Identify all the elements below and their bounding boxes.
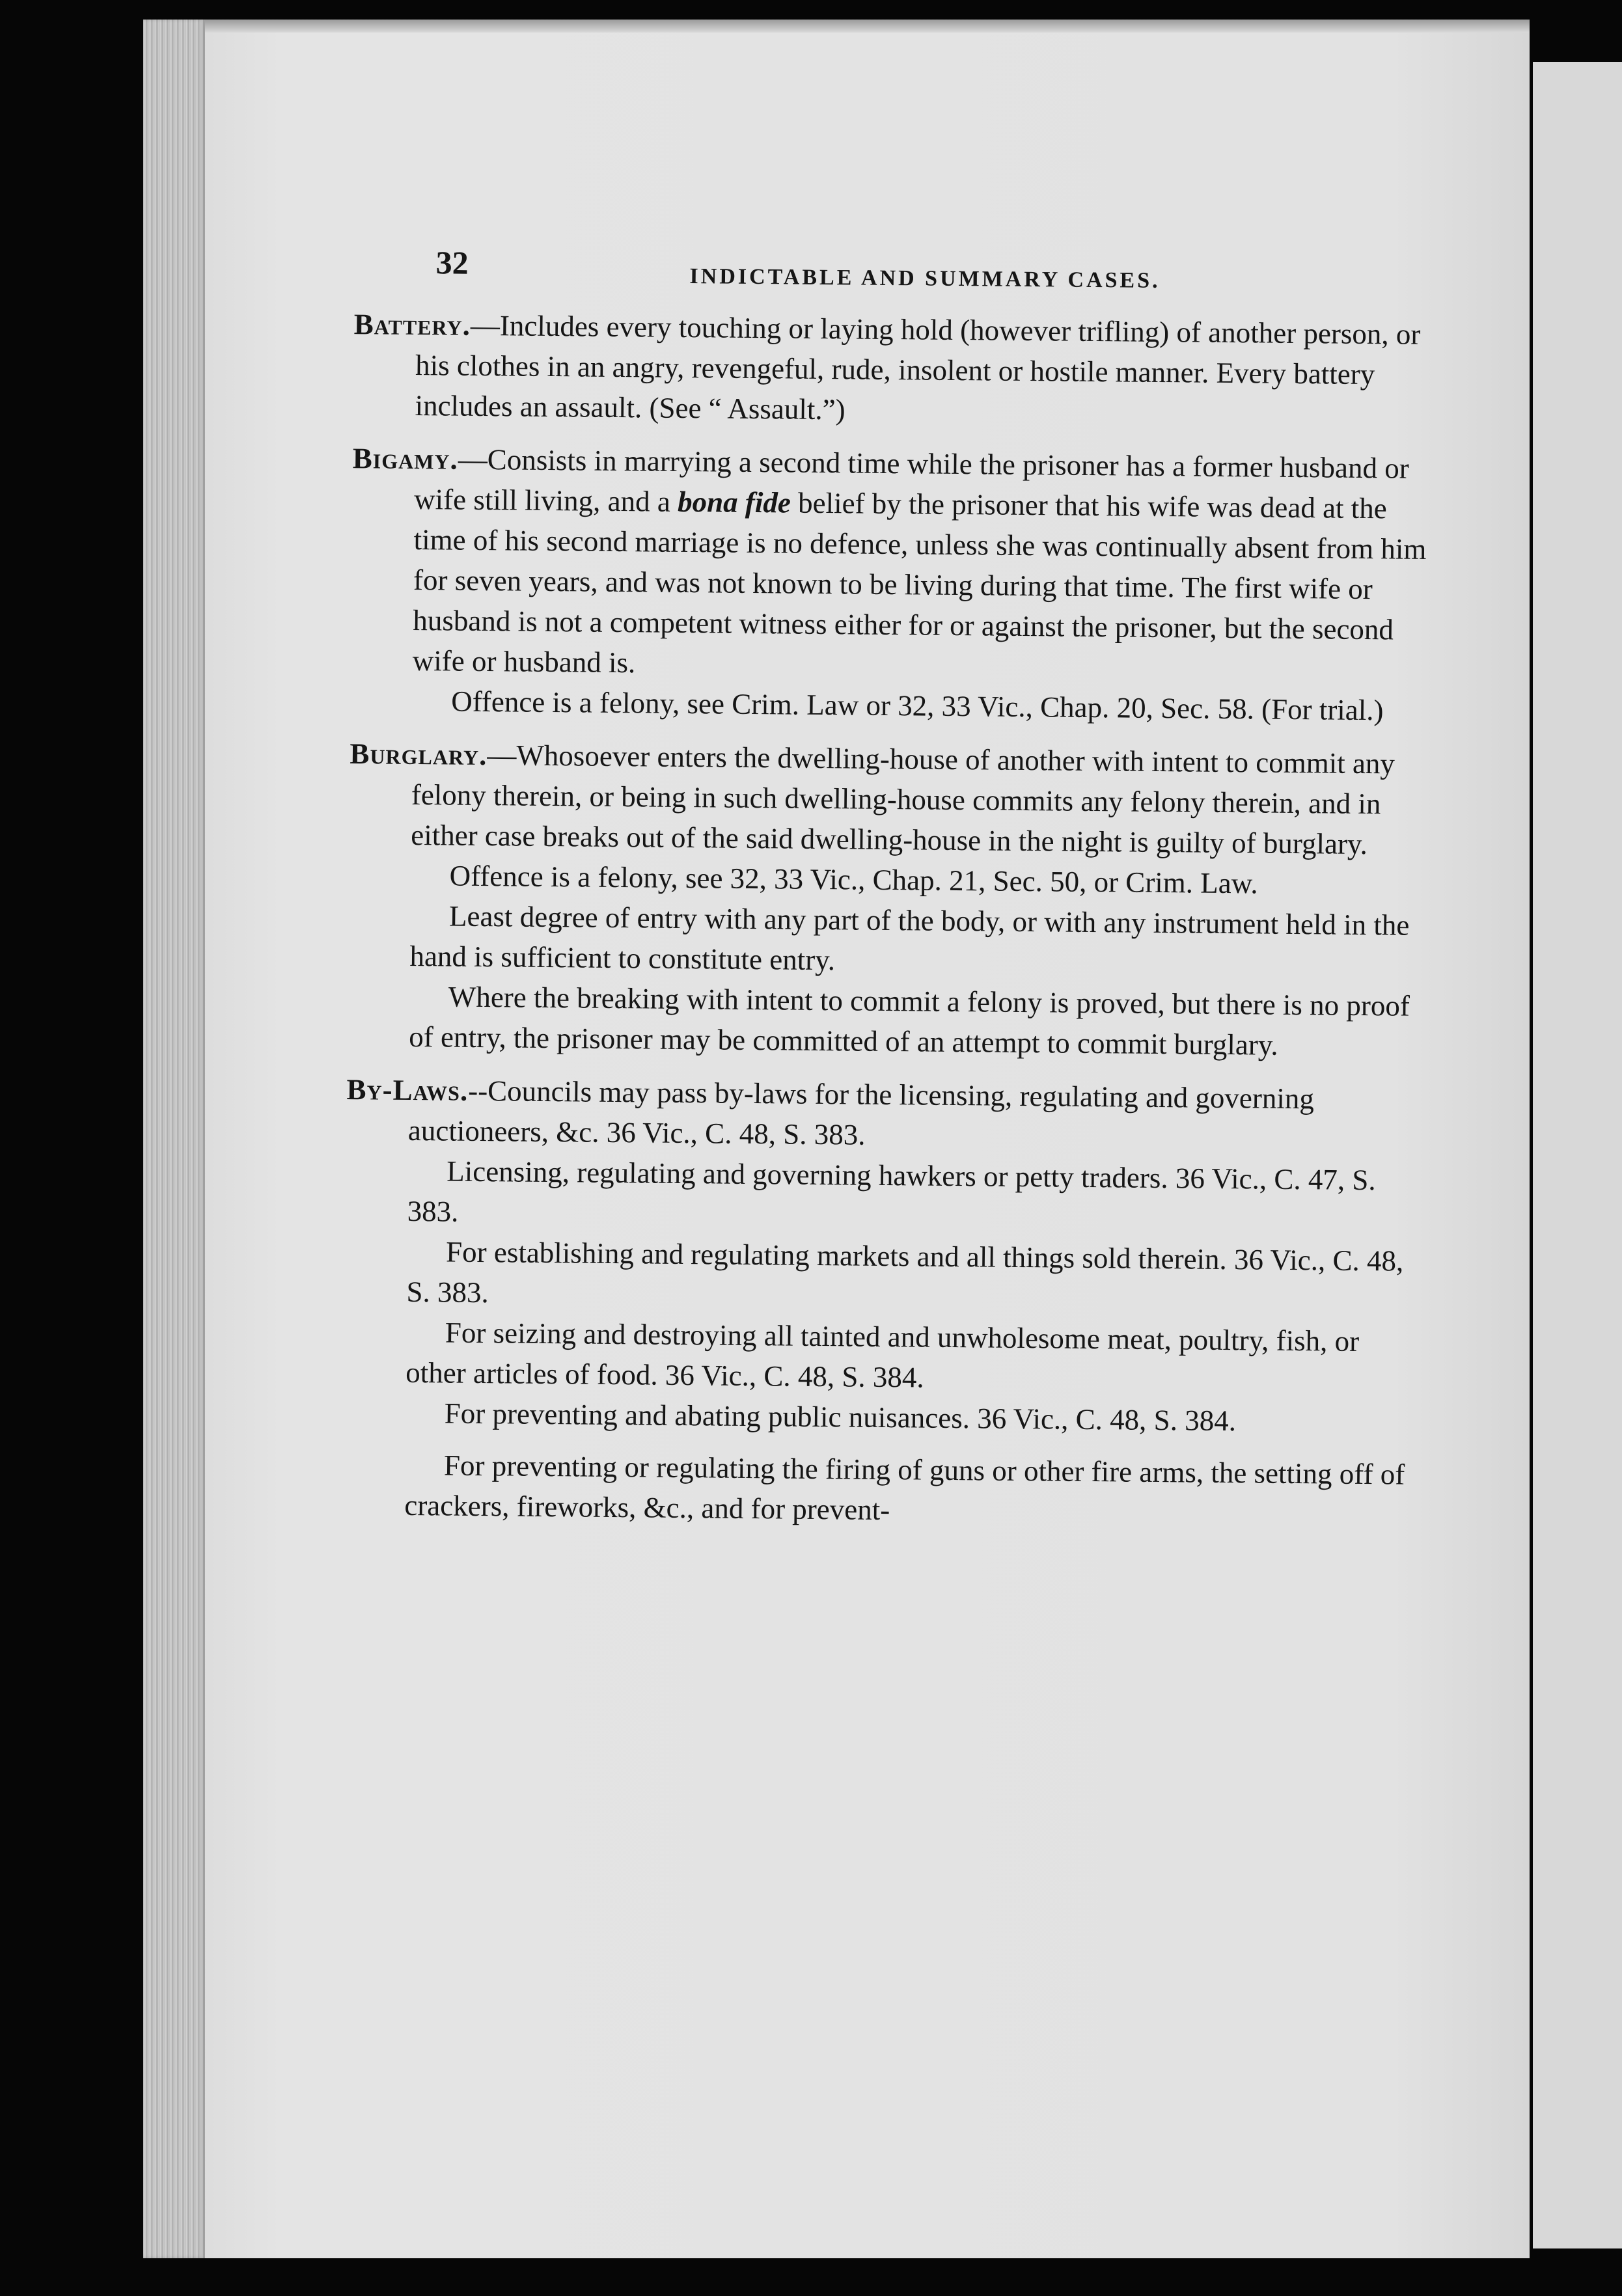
entry-by-laws (346, 1070, 1424, 1535)
running-title: INDICTABLE AND SUMMARY CASES. (689, 264, 1161, 293)
entry-term: By-Laws. (346, 1073, 469, 1107)
entry-bigamy (352, 439, 1430, 731)
page-stack-edges (143, 20, 205, 2258)
page-content (346, 242, 1432, 1548)
entry-paragraph: For seizing and destroying all tainted and unwholesome meat, poultry, fish, or other articles of food. 36 Vic., C. 48, S. 384. (406, 1316, 1360, 1394)
entry-paragraph: For preventing and abating public nuisances. 36 Vic., C. 48, S. 384. (444, 1397, 1237, 1438)
entry-paragraph (349, 733, 1427, 865)
entry-text: —Includes every touching or laying hold (however trifling) of another person, or his clothes in an angry, revengeful, rude, insolent or hostile manner. Every battery includes an assault. (See “ Assault.”) (415, 308, 1421, 426)
entry-paragraph (353, 304, 1431, 435)
page-number: 32 (435, 244, 469, 281)
entry-text: —Whosoever enters the dwelling-house of another with intent to commit any felony therein, or being in such dwelling-house commits any felony therein, and in either case breaks out of the said dwelling-house in the night is guilty of burglary. (411, 739, 1395, 861)
entry-paragraph: Offence is a felony, see Crim. Law or 32, 33 Vic., Chap. 20, Sec. 58. (For trial.) (450, 685, 1384, 727)
entry-battery (353, 305, 1431, 435)
running-head (416, 242, 1432, 310)
entry-paragraph: Least degree of entry with any part of the body, or with any instrument held in the hand is sufficient to constitute entry. (409, 899, 1410, 977)
entry-paragraph: Where the breaking with intent to commit a felony is proved, but there is no proof of entry, the prisoner may be committed of an attempt to commit burglary. (409, 980, 1410, 1061)
entry-italic-text: bona fide (677, 485, 791, 519)
entry-paragraph: Offence is a felony, see 32, 33 Vic., Chap. 21, Sec. 50, or Crim. Law. (449, 859, 1258, 900)
entry-paragraph (346, 1069, 1424, 1160)
entry-paragraph (351, 438, 1430, 690)
entry-paragraph: Licensing, regulating and governing hawkers or petty traders. 36 Vic., C. 47, S. 383. (407, 1155, 1376, 1228)
entry-text: --Councils may pass by-laws for the licensing, regulating and governing auctioneers, &c. 36 Vic., C. 48, S. 383. (407, 1074, 1315, 1151)
entry-paragraph: For establishing and regulating markets and all things sold therein. 36 Vic., C. 48, S. 383. (406, 1235, 1404, 1309)
entry-text: belief by the prisoner that his wife was dead at the time of his second marriage is no defence, unless she was continually absent from him for seven years, and was not known to be living during that time. The first wife or husband is not a competent witness either for or against the prisoner, but the second wife or husband is. (412, 486, 1427, 679)
page-top-edge (143, 20, 1530, 33)
entry-text: —Consists in marrying a second time while the prisoner has a former husband or wife still living, and a (413, 443, 1409, 518)
entry-paragraph: For preventing or regulating the firing of guns or other fire arms, the setting off of crackers, fireworks, &c., and for prevent- (404, 1449, 1405, 1527)
entry-term: Bigamy. (352, 442, 459, 476)
entry-term: Burglary. (350, 737, 488, 772)
entry-burglary (350, 734, 1427, 1067)
adjacent-page-edge (1533, 62, 1622, 2248)
entry-term: Battery. (353, 308, 471, 342)
